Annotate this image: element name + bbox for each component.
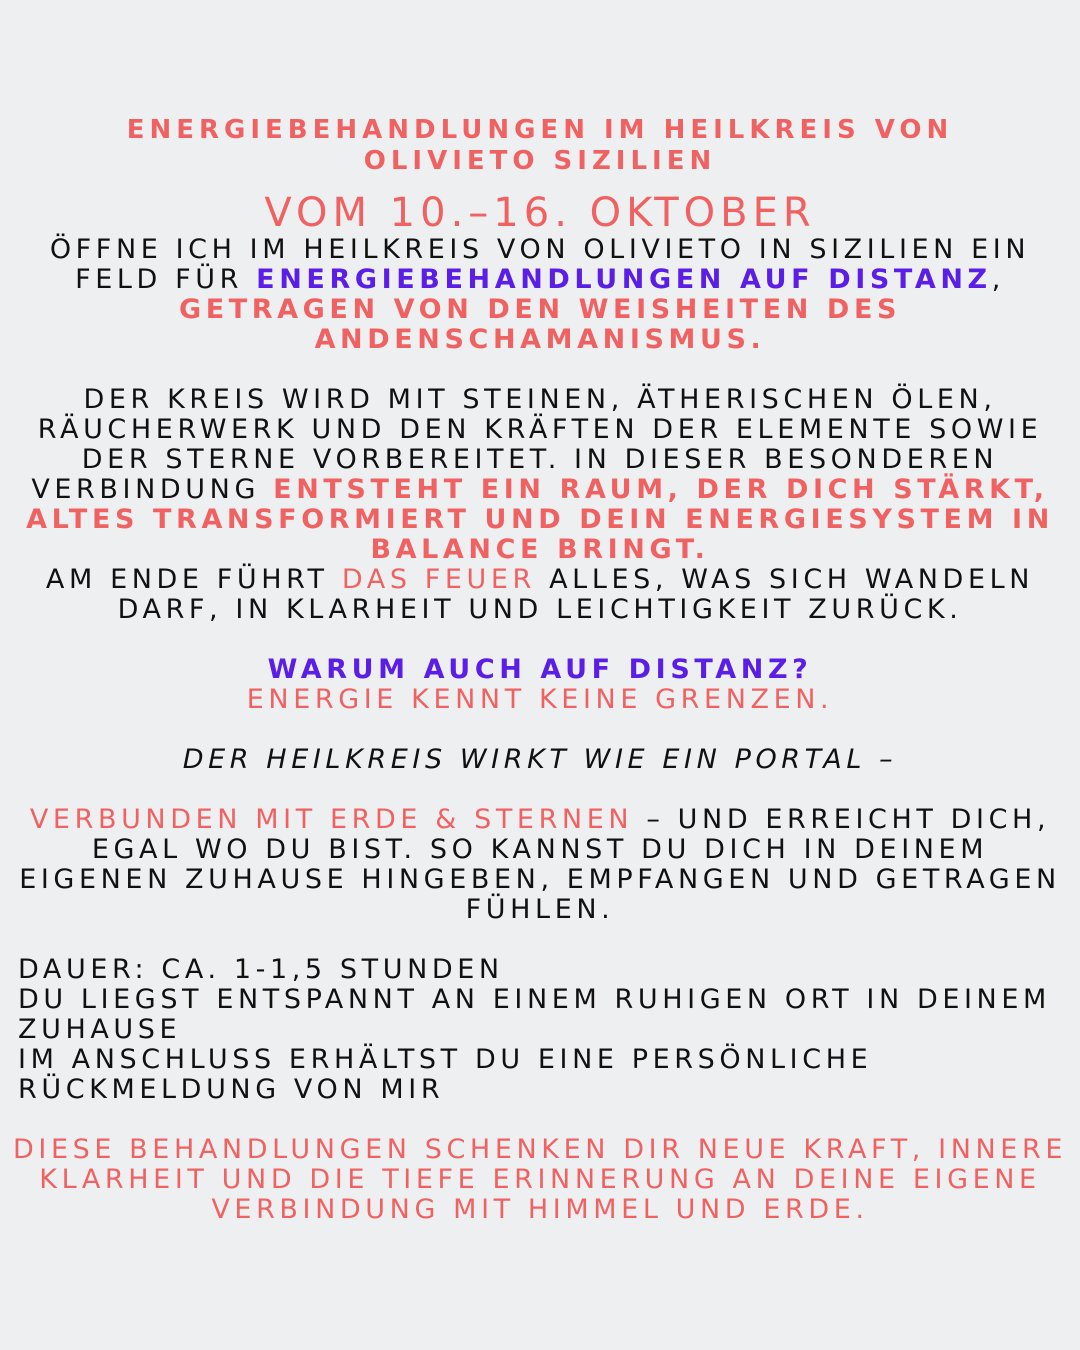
kreis-paragraph: [10, 385, 1070, 625]
kreis-text: DER KREIS WIRD MIT STEINEN, ÄTHERISCHEN ÖLEN, RÄUCHERWERK UND DEN KRÄFTEN DER ELEMENTE SOWIE DER STERNE VORBEREITET. IN DIESER BESONDEREN VERBINDUNG: [31, 384, 1043, 505]
portal-line: DER HEILKREIS WIRKT WIE EIN PORTAL –: [182, 744, 898, 775]
distanz-section: [10, 655, 1070, 715]
verbunden-text: – UND ERREICHT DICH, EGAL WO DU BIST. SO KANNST DU DICH IN DEINEM EIGENEN ZUHAUSE HINGEBEN, EMPFANGEN UND GETRAGEN FÜHLEN.: [19, 804, 1061, 925]
kreis-highlight-raum: ENTSTEHT EIN RAUM, DER DICH STÄRKT, ALTES TRANSFORMIERT UND DEIN ENERGIESYSTEM IN BALANCE BRINGT.: [26, 474, 1054, 565]
intro-comma: ,: [991, 264, 1005, 295]
verbunden-highlight: VERBUNDEN MIT ERDE & STERNEN: [29, 804, 634, 835]
page-title: ENERGIEBEHANDLUNGEN IM HEILKREIS VON OLIVIETO SIZILIEN: [126, 115, 954, 176]
intro-text: ÖFFNE ICH IM HEILKREIS VON OLIVIETO IN SIZILIEN EIN FELD FÜR: [49, 234, 1031, 295]
closing-paragraph: DIESE BEHANDLUNGEN SCHENKEN DIR NEUE KRAFT, INNERE KLARHEIT UND DIE TIEFE ERINNERUNG AN DEINE EIGENE VERBINDUNG MIT HIMMEL UND ERDE.: [12, 1134, 1067, 1225]
detail-ort: DU LIEGST ENTSPANNT AN EINEM RUHIGEN ORT IN DEINEM ZUHAUSE: [18, 984, 1051, 1045]
distanz-answer: ENERGIE KENNT KEINE GRENZEN.: [246, 684, 834, 715]
detail-dauer: DAUER: CA. 1-1,5 STUNDEN: [18, 954, 504, 985]
kreis-rest-text: ALLES, WAS SICH WANDELN DARF, IN KLARHEIT UND LEICHTIGKEIT ZURÜCK.: [117, 564, 1035, 625]
details-list: [10, 955, 1070, 1105]
date-line: VOM 10.–16. OKTOBER: [264, 190, 816, 236]
distanz-question: WARUM AUCH AUF DISTANZ?: [267, 654, 813, 685]
intro-paragraph: [10, 235, 1070, 355]
detail-rueckmeldung: IM ANSCHLUSS ERHÄLTST DU EINE PERSÖNLICHE RÜCKMELDUNG VON MIR: [18, 1044, 873, 1105]
intro-highlight-andenschamanismus: GETRAGEN VON DEN WEISHEITEN DES ANDENSCHAMANISMUS.: [178, 294, 902, 355]
verbunden-paragraph: [10, 805, 1070, 925]
kreis-ende-text: AM ENDE FÜHRT: [45, 564, 342, 595]
kreis-highlight-feuer: DAS FEUER: [341, 564, 536, 595]
intro-highlight-distanz: ENERGIEBEHANDLUNGEN AUF DISTANZ: [256, 264, 992, 295]
